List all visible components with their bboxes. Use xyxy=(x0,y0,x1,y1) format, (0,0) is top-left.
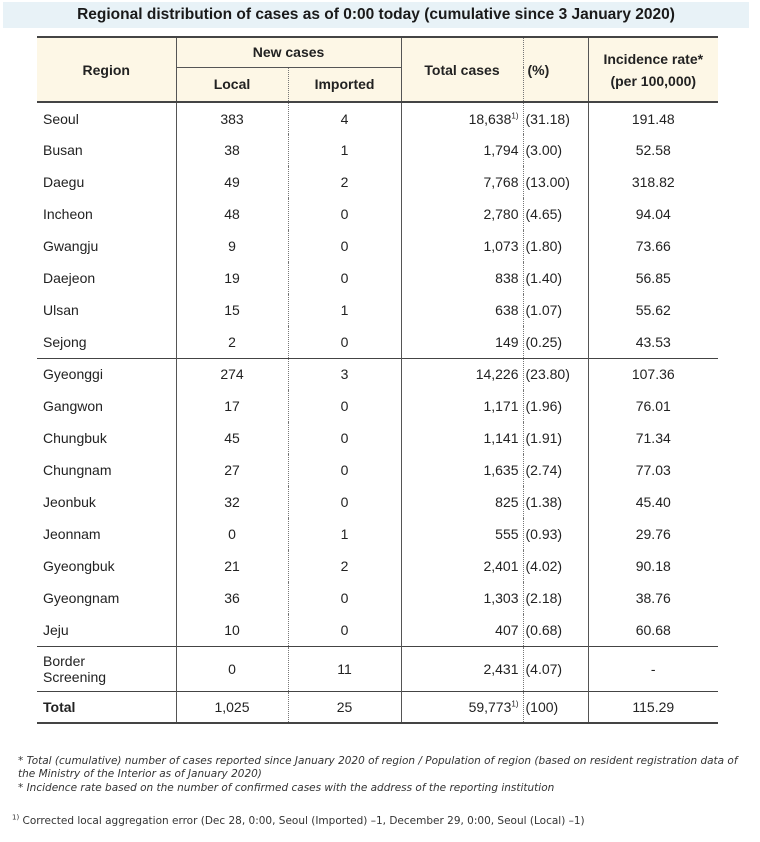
table-row xyxy=(37,230,718,262)
cell-local: 0 xyxy=(176,518,288,550)
cell-region-line1: Border xyxy=(43,652,86,669)
cell-percent: (2.18) xyxy=(523,582,588,614)
cell-total-value: 2,780 xyxy=(483,206,519,222)
cell-region: Incheon xyxy=(43,206,93,222)
cell-total-value: 638 xyxy=(495,302,519,318)
cell-total-value: 59,773 xyxy=(468,698,512,715)
cell-local: 38 xyxy=(176,134,288,166)
header-incidence-line2: (per 100,000) xyxy=(610,72,697,89)
cell-total-value: 14,226 xyxy=(475,366,519,383)
cell-imported: 0 xyxy=(288,326,401,358)
cell-incidence-rate: 71.34 xyxy=(588,422,718,454)
cell-total-value: 1,794 xyxy=(483,142,519,158)
cell-region: Daejeon xyxy=(43,270,96,286)
cell-percent: (1.07) xyxy=(523,294,588,326)
cell-region: Gwangju xyxy=(43,238,99,254)
cell-total-value: 18,638 xyxy=(468,110,512,127)
table-row xyxy=(37,198,718,230)
cell-region: Chungbuk xyxy=(43,430,107,446)
cell-local: 27 xyxy=(176,454,288,486)
cell-imported: 1 xyxy=(288,294,401,326)
cell-total: 2,431 xyxy=(401,646,523,691)
cell-imported: 2 xyxy=(288,550,401,582)
table-row xyxy=(37,550,718,582)
cell-imported: 0 xyxy=(288,486,401,518)
cell-incidence-rate: 318.82 xyxy=(588,166,718,198)
cell-region: Chungnam xyxy=(43,462,112,478)
cell-imported: 0 xyxy=(288,614,401,646)
footnote-text: Corrected local aggregation error (Dec 28, 0:00, Seoul (Imported) –1, December 29, 0:00, Seoul (Local) –1) xyxy=(22,815,585,827)
cell-total xyxy=(401,262,523,294)
table-row xyxy=(37,422,718,454)
cell-region xyxy=(37,646,176,691)
cell-local: 1,025 xyxy=(176,691,288,723)
cell-percent: (3.00) xyxy=(523,134,588,166)
cell-percent: (0.25) xyxy=(523,326,588,358)
cell-region: Jeonbuk xyxy=(43,494,96,510)
cell-incidence-rate: 115.29 xyxy=(588,691,718,723)
header-total-cases: Total cases xyxy=(401,37,523,102)
cell-incidence-rate: 90.18 xyxy=(588,550,718,582)
cell-imported: 25 xyxy=(288,691,401,723)
cell-local: 32 xyxy=(176,486,288,518)
header-region: Region xyxy=(37,37,176,102)
cell-percent: (31.18) xyxy=(523,102,588,134)
cell-local: 48 xyxy=(176,198,288,230)
cell-imported: 1 xyxy=(288,134,401,166)
cell-percent: (100) xyxy=(523,691,588,723)
cell-total xyxy=(401,166,523,198)
table-row xyxy=(37,390,718,422)
cell-incidence-rate: - xyxy=(588,646,718,691)
cell-incidence-rate: 191.48 xyxy=(588,102,718,134)
cell-incidence-rate: 45.40 xyxy=(588,486,718,518)
header-new-cases: New cases xyxy=(176,37,401,67)
cell-total xyxy=(401,326,523,358)
cell-imported: 0 xyxy=(288,582,401,614)
note-incidence-basis: * Incidence rate based on the number of confirmed cases with the address of the reporting institution xyxy=(18,782,555,794)
table-row xyxy=(37,294,718,326)
cell-local: 274 xyxy=(176,358,288,390)
table-row xyxy=(37,454,718,486)
cell-region: Gyeongbuk xyxy=(43,558,115,574)
cell-total xyxy=(401,102,523,134)
header-incidence-rate xyxy=(588,37,718,102)
header-local: Local xyxy=(176,67,288,102)
cell-percent: (4.02) xyxy=(523,550,588,582)
cell-incidence-rate: 29.76 xyxy=(588,518,718,550)
cell-percent: (1.91) xyxy=(523,422,588,454)
cell-total-value: 1,073 xyxy=(483,238,519,254)
cell-imported: 0 xyxy=(288,390,401,422)
cell-total-mark: 1) xyxy=(511,699,519,709)
cell-percent: (0.93) xyxy=(523,518,588,550)
cell-imported: 0 xyxy=(288,230,401,262)
cell-imported: 4 xyxy=(288,102,401,134)
table-row xyxy=(37,614,718,646)
cell-imported: 0 xyxy=(288,454,401,486)
table-row xyxy=(37,134,718,166)
cell-region: Gangwon xyxy=(43,398,103,414)
table-row xyxy=(37,518,718,550)
cell-total-value: 7,768 xyxy=(483,174,519,190)
cell-region: Busan xyxy=(43,142,83,158)
cell-percent: (1.96) xyxy=(523,390,588,422)
cell-total-value: 838 xyxy=(495,270,519,286)
table-row xyxy=(37,486,718,518)
cell-imported: 0 xyxy=(288,422,401,454)
cell-total xyxy=(401,550,523,582)
footnote-mark: 1) xyxy=(12,813,20,822)
cell-incidence-rate: 43.53 xyxy=(588,326,718,358)
cell-local: 21 xyxy=(176,550,288,582)
table-title: Regional distribution of cases as of 0:00 today (cumulative since 3 January 2020) xyxy=(3,2,749,28)
cell-percent: (1.40) xyxy=(523,262,588,294)
cell-total xyxy=(401,134,523,166)
cell-total-value: 2,401 xyxy=(483,558,519,574)
cell-total-value: 555 xyxy=(495,526,519,542)
cell-local: 0 xyxy=(176,646,288,691)
cell-region: Gyeongnam xyxy=(43,590,120,606)
cell-total xyxy=(401,358,523,390)
cell-imported: 2 xyxy=(288,166,401,198)
cell-incidence-rate: 60.68 xyxy=(588,614,718,646)
header-imported: Imported xyxy=(288,67,401,102)
cell-region: Total xyxy=(37,691,176,723)
cell-total xyxy=(401,390,523,422)
cell-local: 15 xyxy=(176,294,288,326)
cell-total xyxy=(401,230,523,262)
cell-percent: (13.00) xyxy=(523,166,588,198)
cell-percent: (4.65) xyxy=(523,198,588,230)
cell-local: 19 xyxy=(176,262,288,294)
cell-imported: 3 xyxy=(288,358,401,390)
cell-local: 383 xyxy=(176,102,288,134)
cell-region: Seoul xyxy=(43,110,79,127)
table-row xyxy=(37,262,718,294)
table-row xyxy=(37,582,718,614)
table-row-total xyxy=(37,691,718,723)
cell-total-mark: 1) xyxy=(511,110,519,120)
cell-local: 36 xyxy=(176,582,288,614)
cell-total xyxy=(401,422,523,454)
cell-percent: (4.07) xyxy=(523,646,588,691)
regional-cases-table xyxy=(37,36,718,724)
cell-incidence-rate: 77.03 xyxy=(588,454,718,486)
cell-local: 49 xyxy=(176,166,288,198)
cell-total xyxy=(401,582,523,614)
cell-incidence-rate: 56.85 xyxy=(588,262,718,294)
cell-total-value: 1,303 xyxy=(483,590,519,606)
cell-local: 9 xyxy=(176,230,288,262)
cell-total-value: 1,635 xyxy=(483,462,519,478)
note-incidence-definition: * Total (cumulative) number of cases reported since January 2020 of region / Population of region (based on resident registration data of the Ministry of the Interior as of January 2020) xyxy=(18,755,738,780)
cell-imported: 0 xyxy=(288,262,401,294)
header-percent: (%) xyxy=(523,37,588,102)
cell-incidence-rate: 55.62 xyxy=(588,294,718,326)
cell-local: 45 xyxy=(176,422,288,454)
cell-total xyxy=(401,614,523,646)
table-row xyxy=(37,326,718,358)
cell-local: 10 xyxy=(176,614,288,646)
cell-region-line2: Screening xyxy=(43,668,107,685)
cell-total xyxy=(401,518,523,550)
cell-region: Ulsan xyxy=(43,302,79,318)
cell-region: Sejong xyxy=(43,333,87,350)
cell-percent: (1.80) xyxy=(523,230,588,262)
cell-incidence-rate: 107.36 xyxy=(588,358,718,390)
cell-incidence-rate: 76.01 xyxy=(588,390,718,422)
cell-imported: 0 xyxy=(288,198,401,230)
cell-percent: (23.80) xyxy=(523,358,588,390)
table-row xyxy=(37,166,718,198)
cell-local: 17 xyxy=(176,390,288,422)
table-row-border-screening xyxy=(37,646,718,691)
cell-percent: (1.38) xyxy=(523,486,588,518)
cell-incidence-rate: 38.76 xyxy=(588,582,718,614)
footnote-correction xyxy=(12,815,752,827)
cell-total xyxy=(401,294,523,326)
cell-total xyxy=(401,198,523,230)
cell-incidence-rate: 94.04 xyxy=(588,198,718,230)
cell-incidence-rate: 52.58 xyxy=(588,134,718,166)
cell-total-value: 1,141 xyxy=(483,430,519,446)
cell-total xyxy=(401,691,523,723)
cell-region: Jeonnam xyxy=(43,526,101,542)
header-incidence-line1: Incidence rate* xyxy=(603,50,704,67)
cell-region: Daegu xyxy=(43,174,85,190)
cell-total-value: 825 xyxy=(495,494,519,510)
cell-total xyxy=(401,454,523,486)
cell-incidence-rate: 73.66 xyxy=(588,230,718,262)
cell-total-value: 1,171 xyxy=(483,398,519,414)
cell-region: Gyeonggi xyxy=(37,358,176,390)
cell-total-value: 407 xyxy=(495,621,519,638)
cell-percent: (0.68) xyxy=(523,614,588,646)
cell-region: Jeju xyxy=(43,621,69,638)
table-row xyxy=(37,358,718,390)
cell-percent: (2.74) xyxy=(523,454,588,486)
cell-imported: 11 xyxy=(288,646,401,691)
cell-local: 2 xyxy=(176,326,288,358)
cell-imported: 1 xyxy=(288,518,401,550)
table-row xyxy=(37,102,718,134)
cell-total xyxy=(401,486,523,518)
cell-total-value: 149 xyxy=(495,333,519,350)
